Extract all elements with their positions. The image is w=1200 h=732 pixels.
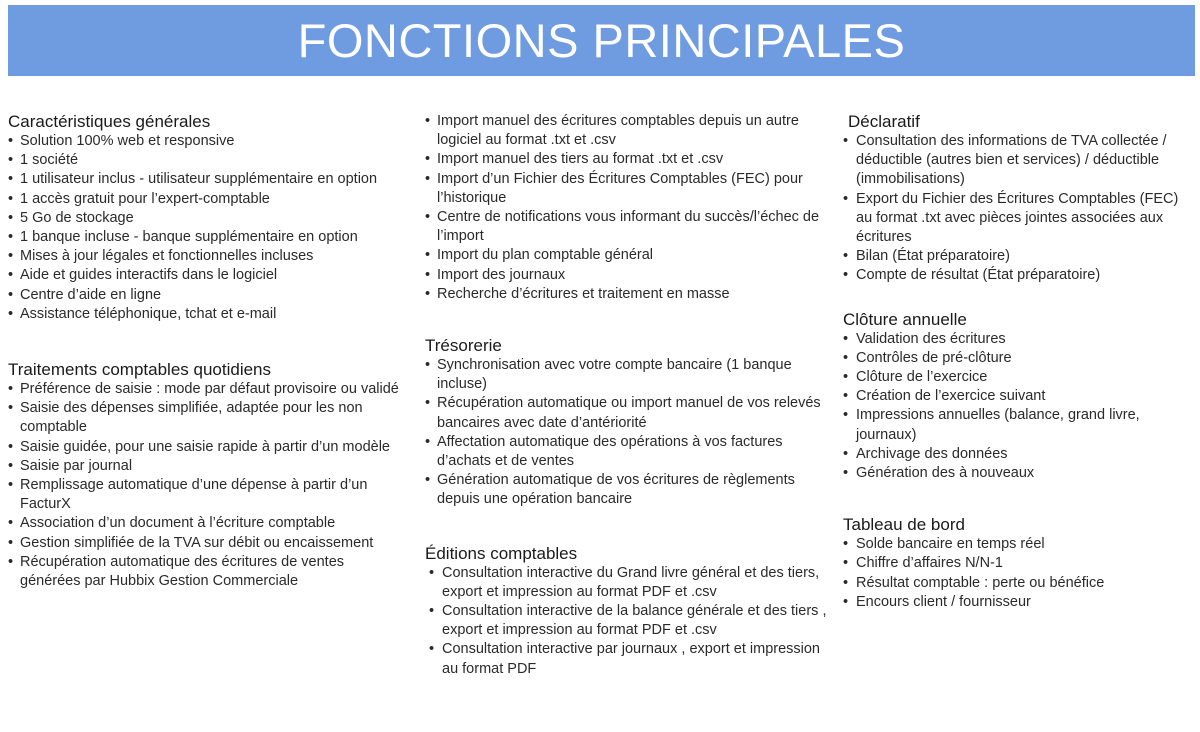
list-item: • Validation des écritures	[843, 330, 1193, 349]
list-item: • Consultation interactive de la balance générale et des tiers , export et impression au format PDF et .csv	[425, 602, 835, 640]
list-item: • Gestion simplifiée de la TVA sur débit ou encaissement	[8, 534, 408, 553]
list-item: • Solution 100% web et responsive	[8, 132, 408, 151]
list-item: • Récupération automatique des écritures de ventes générées par Hubbix Gestion Commerciale	[8, 553, 408, 591]
section-title: Traitements comptables quotidiens	[8, 360, 272, 380]
section-traitements-comptables	[8, 360, 408, 591]
list-item: • Solde bancaire en temps réel	[843, 535, 1193, 554]
list-item: • Compte de résultat (État préparatoire)	[843, 266, 1193, 285]
page-title: FONCTIONS PRINCIPALES	[297, 14, 906, 67]
list-item: • Consultation interactive par journaux , export et impression au format PDF	[425, 640, 835, 678]
section-declaratif	[843, 112, 1193, 286]
column-3	[843, 112, 1193, 612]
list-item: • Chiffre d’affaires N/N-1	[843, 554, 1193, 573]
list-item: • Centre d’aide en ligne	[8, 286, 408, 305]
list-item: • Résultat comptable : perte ou bénéfice	[843, 574, 1193, 593]
list-item: • Génération automatique de vos écritures de règlements depuis une opération bancaire	[425, 471, 835, 509]
list-item: • Recherche d’écritures et traitement en masse	[425, 285, 835, 304]
section-cloture-annuelle	[843, 310, 1193, 484]
list-item: • 1 utilisateur inclus - utilisateur supplémentaire en option	[8, 170, 408, 189]
list-item: • 1 banque incluse - banque supplémentaire en option	[8, 228, 408, 247]
section-title: Caractéristiques générales	[8, 112, 211, 131]
section-title: Tableau de bord	[843, 515, 965, 535]
list-item: • Encours client / fournisseur	[843, 593, 1193, 612]
list-item: • Import des journaux	[425, 266, 835, 285]
feature-list	[843, 132, 1193, 286]
section-title: Clôture annuelle	[843, 309, 967, 329]
feature-list	[8, 132, 408, 324]
list-item: • Contrôles de pré-clôture	[843, 349, 1193, 368]
list-item: • Archivage des données	[843, 445, 1193, 464]
feature-list	[425, 356, 835, 510]
section-caracteristiques-generales	[8, 112, 408, 324]
list-item: • Saisie des dépenses simplifiée, adaptée pour les non comptable	[8, 399, 408, 437]
list-item: • Création de l’exercice suivant	[843, 387, 1193, 406]
list-item: • Import manuel des écritures comptables depuis un autre logiciel au format .txt et .csv	[425, 112, 835, 150]
feature-list	[425, 112, 835, 304]
feature-list	[843, 535, 1193, 612]
list-item: • Assistance téléphonique, tchat et e-mail	[8, 305, 408, 324]
list-item: • Consultation interactive du Grand livre général et des tiers, export et impression au format PDF et .csv	[425, 564, 835, 602]
section-tableau-de-bord	[843, 515, 1193, 612]
list-item: • Préférence de saisie : mode par défaut provisoire ou validé	[8, 380, 408, 399]
list-item: • Import d’un Fichier des Écritures Comptables (FEC) pour l’historique	[425, 170, 835, 208]
column-1	[8, 112, 408, 591]
section-import	[425, 112, 835, 304]
list-item: • Génération des à nouveaux	[843, 464, 1193, 483]
section-title: Trésorerie	[425, 336, 502, 356]
section-editions-comptables	[425, 544, 835, 679]
column-2	[425, 112, 835, 679]
list-item: • Affectation automatique des opérations à vos factures d’achats et de ventes	[425, 433, 835, 471]
list-item: • 1 société	[8, 151, 408, 170]
feature-list	[8, 380, 408, 591]
list-item: • Mises à jour légales et fonctionnelles incluses	[8, 247, 408, 266]
section-tresorerie	[425, 336, 835, 510]
list-item: • Bilan (État préparatoire)	[843, 247, 1193, 266]
section-title: Déclaratif	[848, 112, 920, 131]
list-item: • 5 Go de stockage	[8, 209, 408, 228]
list-item: • Import du plan comptable général	[425, 246, 835, 265]
list-item: • Export du Fichier des Écritures Comptables (FEC) au format .txt avec pièces jointes associées aux écritures	[843, 190, 1193, 248]
list-item: • Récupération automatique ou import manuel de vos relevés bancaires avec date d’antériorité	[425, 394, 835, 432]
list-item: • Aide et guides interactifs dans le logiciel	[8, 266, 408, 285]
header-banner	[8, 5, 1195, 76]
list-item: • Saisie par journal	[8, 457, 408, 476]
list-item: • Association d’un document à l’écriture comptable	[8, 514, 408, 533]
feature-list	[425, 564, 835, 679]
list-item: • Centre de notifications vous informant du succès/l’échec de l’import	[425, 208, 835, 246]
list-item: • Saisie guidée, pour une saisie rapide à partir d’un modèle	[8, 438, 408, 457]
list-item: • Consultation des informations de TVA collectée / déductible (autres bien et services) / déductible (immobilisations)	[843, 132, 1193, 190]
list-item: • Import manuel des tiers au format .txt et .csv	[425, 150, 835, 169]
section-title: Éditions comptables	[425, 543, 578, 563]
list-item: • Remplissage automatique d’une dépense à partir d’un FacturX	[8, 476, 408, 514]
list-item: • Clôture de l’exercice	[843, 368, 1193, 387]
list-item: • Impressions annuelles (balance, grand livre, journaux)	[843, 406, 1193, 444]
list-item: • 1 accès gratuit pour l’expert-comptable	[8, 190, 408, 209]
list-item: • Synchronisation avec votre compte bancaire (1 banque incluse)	[425, 356, 835, 394]
feature-list	[843, 330, 1193, 484]
